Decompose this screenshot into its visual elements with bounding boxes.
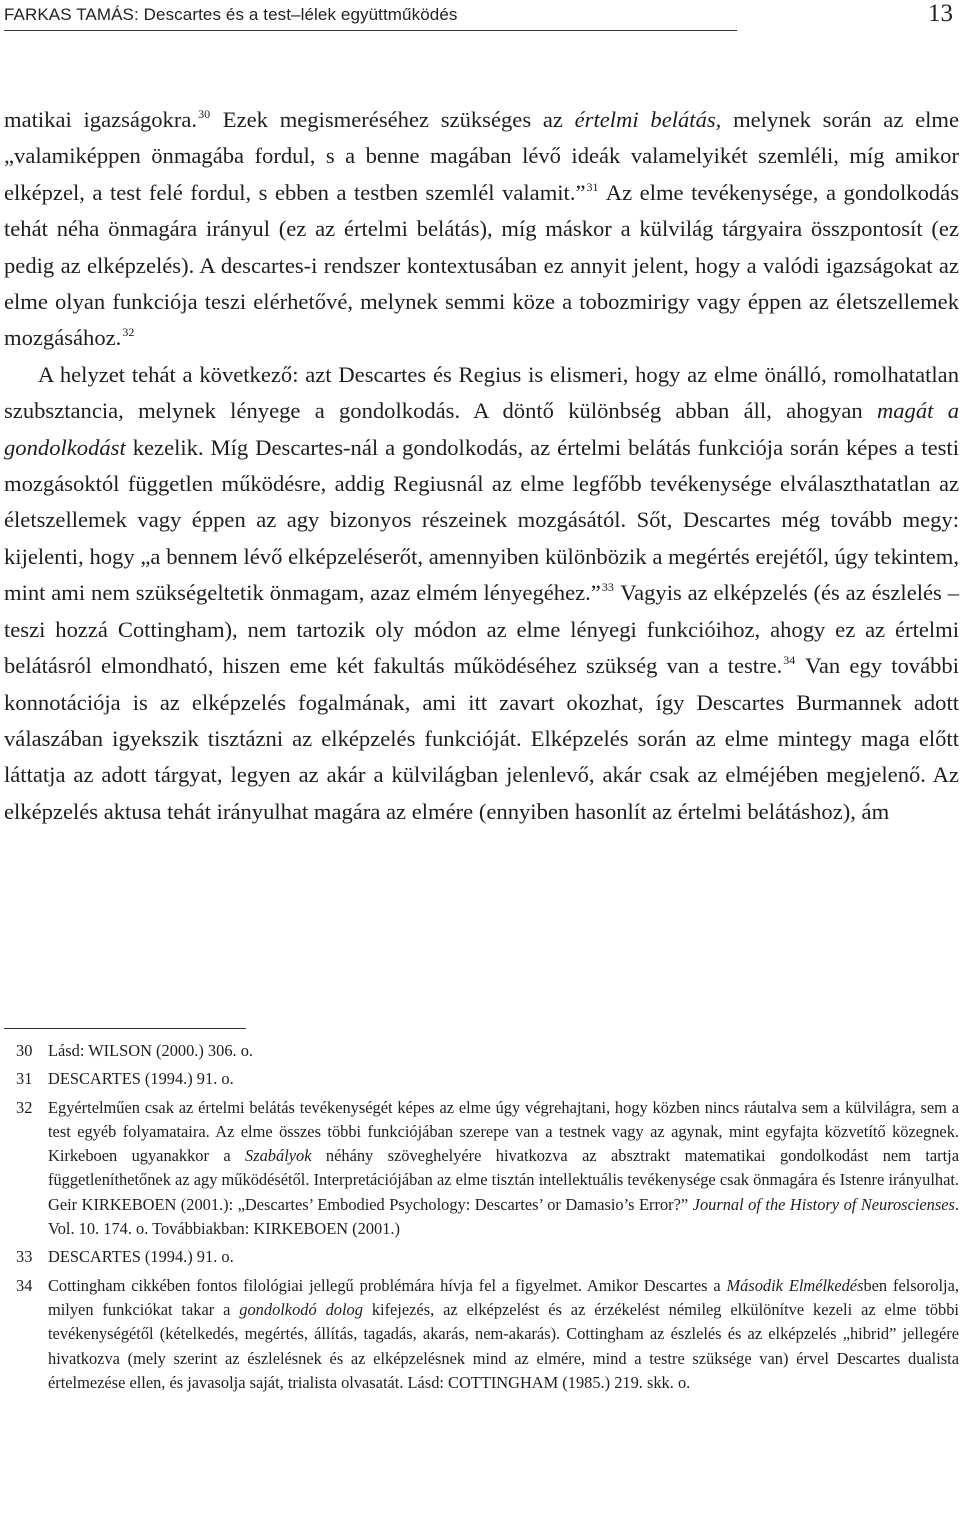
text-run: Ezek megismeréséhez szükséges az: [211, 107, 575, 132]
paragraph-2: [4, 357, 959, 830]
footnote-32: [4, 1096, 959, 1242]
text-run: kifejezés, az elképzelést és az érzékelést némileg elkülönítve kezeli az elme többi tevékenységétől (kételkedés, megértés, állítás, tagadás, akarás, nem-akarás). Cottingham az észlelés és az elképzelés „hibrid” jellegére hivatkozva (mely szerint az észlelésnek és az elképzelésnek mind az elmére, mind a testre szüksége van) érvel Descartes dualista értelmezése ellen, és javasolja saját, trialista olvasatát. Lásd: COTTINGHAM (1985.) 219. skk. o.: [48, 1299, 959, 1392]
text-run: Az elme tevékenysége, a gondolkodás tehát néha önmagára irányul (ez az értelmi belátás), míg máskor a külvilág tárgyaira összpontosít (ez pedig az elképzelés). A descartes-i rendszer kontextusában ez annyit jelent, hogy a valódi igazságokat az elme olyan funkciója teszi elérhetővé, melynek semmi köze a tobozmirigy vagy éppen az életszellemek mozgásához.: [4, 179, 959, 351]
emphasis-text: magát a gondolkodást: [4, 398, 959, 460]
emphasis-text: gondolkodó dolog: [239, 1299, 363, 1319]
text-run: Van egy további konnotációja is az elképzelés fogalmának, ami itt zavart okozhat, így Descartes Burmannek adott válaszában igyekszik tisztázni az elképzelés funkcióját. Elképzelés során az elme mintegy maga előtt láttatja az adott tárgyat, legyen az akár a külvilágban jelenlevő, akár csak az elméjében megjelenő. Az elképzelés aktusa tehát irányulhat magára az elmére (ennyiben hasonlít az értelmi belátáshoz), ám: [4, 653, 959, 824]
footnote-number: 32: [16, 1097, 33, 1117]
footnote-30: [4, 1039, 959, 1063]
emphasis-text: értelmi belátás,: [574, 107, 722, 132]
text-run: Lásd: WILSON (2000.) 306. o.: [48, 1041, 254, 1060]
text-run: néhány szöveghelyére hivatkozva az absztrakt matematikai gondolkodást nem tartja függetleníthetőnek az agy működésétől. Interpretációjában az elme tisztán intellektuális tevékenysége csak önmagára és Istenre irányulhat. Geir KIRKEBOEN (2001.): „Descartes’ Embodied Psychology: Descartes’ or Damasio’s Error?”: [48, 1146, 959, 1214]
text-run: Egyértelműen csak az értelmi belátás tevékenységét képes az elme úgy végrehajtani, hogy közben nincs ráutalva sem a külvilágra, sem a test egyéb folyamataira. Az elme összes többi funkciójában szerepe van a testnek vagy az agynak, mint egyfajta közvetítő közegnek. Kirkeboen ugyanakkor a: [48, 1097, 959, 1166]
emphasis-text: Journal of the History of Neuroscienses: [692, 1194, 955, 1214]
text-run: ben felsorolja, milyen funkciókat takar a: [48, 1275, 959, 1319]
footnote-ref-34[interactable]: 34: [783, 653, 796, 668]
footnote-text: [48, 1274, 959, 1395]
footnote-rule: [4, 1028, 246, 1029]
footnote-text: [48, 1096, 959, 1242]
footnote-ref-33[interactable]: 33: [601, 580, 614, 595]
footnote-text: [48, 1039, 959, 1063]
footnote-number: 31: [16, 1069, 33, 1089]
footnote-text: [48, 1067, 959, 1091]
body-text: [4, 102, 959, 830]
running-head: FARKAS TAMÁS: Descartes és a test–lélek együttműködés: [4, 5, 458, 24]
footnote-text: [48, 1245, 959, 1269]
text-run: melynek során az elme „valamiképpen önmagába fordul, s a benne magában lévő ideák valamelyikét szemléli, míg amikor elképzel, a test felé fordul, s ebben a testben szemlél valamit.”: [4, 107, 960, 205]
footnotes: [4, 1039, 959, 1399]
footnote-ref-30[interactable]: 30: [198, 107, 211, 121]
footnote-ref-31[interactable]: 31: [586, 179, 599, 194]
paragraph-1: [4, 102, 959, 357]
text-run: matikai igazságokra.: [4, 107, 198, 132]
text-run: A helyzet tehát a következő: azt Descartes és Regius is elismeri, hogy az elme önálló, romolhatatlan szubsztancia, melynek lényege a gondolkodás. A döntő különbség abban áll, ahogyan: [4, 361, 959, 424]
text-run: Cottingham cikkében fontos filológiai jellegű problémára hívja fel a figyelmet. Amikor Descartes a: [48, 1275, 727, 1295]
text-run: DESCARTES (1994.) 91. o.: [48, 1247, 234, 1267]
page-number: 13: [928, 0, 953, 27]
page-header: [4, 2, 955, 34]
footnote-number: 34: [16, 1275, 33, 1295]
footnote-number: 30: [16, 1041, 33, 1060]
footnote-31: [4, 1067, 959, 1091]
text-run: . Vol. 10. 174. o. Továbbiakban: KIRKEBOEN (2001.): [48, 1194, 960, 1239]
emphasis-text: Szabályok: [245, 1146, 312, 1166]
footnote-33: [4, 1245, 959, 1269]
text-run: Vagyis az elképzelés (és az észlelés – teszi hozzá Cottingham), nem tartozik oly módon az elme lényegi funkcióihoz, ahogy ez az értelmi belátásról elmondható, hiszen eme két fakultás működéséhez szükség van a testre.: [4, 580, 959, 679]
emphasis-text: Második Elmélkedés: [726, 1275, 864, 1295]
footnote-ref-32[interactable]: 32: [122, 325, 135, 340]
header-rule: [4, 30, 737, 31]
text-run: DESCARTES (1994.) 91. o.: [48, 1069, 234, 1089]
footnote-34: [4, 1274, 959, 1395]
text-run: kezelik. Míg Descartes-nál a gondolkodás, az értelmi belátás funkciója során képes a testi mozgásoktól független működésre, addig Regiusnál az elme legfőbb tevékenysége elválaszthatatlan az életszellemek vagy éppen az agy bizonyos részeinek mozgásától. Sőt, Descartes még tovább megy: kijelenti, hogy „a bennem lévő elképzeléserőt, amennyiben különbözik a megértés erejétől, úgy tekintem, mint ami nem szükségeltetik önmagam, azaz elmém lényegéhez.”: [4, 434, 959, 606]
footnote-number: 33: [16, 1247, 33, 1267]
